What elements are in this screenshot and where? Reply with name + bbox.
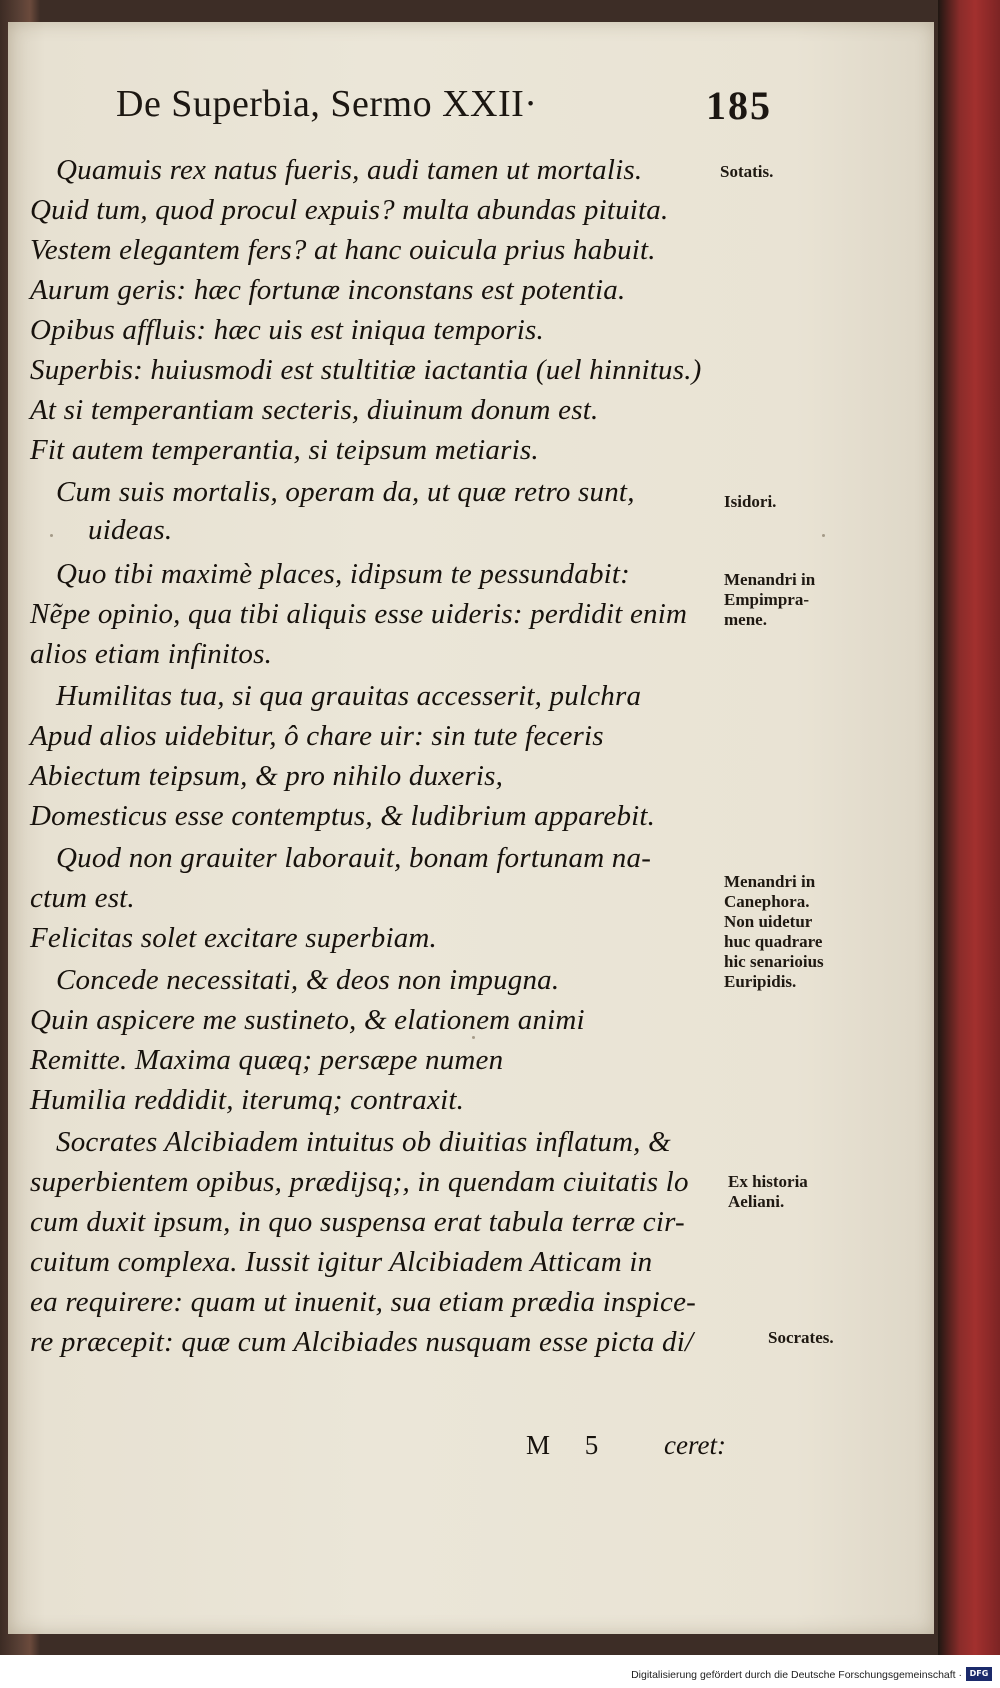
text-line: Superbis: huiusmodi est stultitiæ iactantia (uel hinnitus.) (30, 354, 702, 386)
folio-number: 185 (706, 83, 772, 128)
text-line: Cum suis mortalis, operam da, ut quæ retro sunt, (56, 476, 635, 508)
margin-note-line: huc quadrare (724, 932, 823, 951)
text-line: Humilitas tua, si qua grauitas accesserit, pulchra (56, 680, 642, 712)
dfg-logo: DFG (966, 1667, 992, 1681)
text-line: Nẽpe opinio, qua tibi aliquis esse uideris: perdidit enim (30, 598, 688, 630)
text-line: Aurum geris: hæc fortunæ inconstans est potentia. (30, 274, 626, 306)
text-line: uideas. (88, 514, 173, 546)
margin-note-line: Menandri in (724, 570, 816, 589)
text-line: superbientem opibus, prædijsq;, in quendam ciuitatis lo (30, 1166, 689, 1198)
margin-note-line: Sotatis. (720, 162, 774, 181)
margin-note-line: Aeliani. (728, 1192, 785, 1211)
text-line: ea requirere: quam ut inuenit, sua etiam prædia inspice- (30, 1286, 697, 1318)
text-line: Apud alios uidebitur, ô chare uir: sin tute feceris (30, 720, 604, 752)
text-line: alios etiam infinitos. (30, 638, 273, 670)
text-line: re præcepit: quæ cum Alcibiades nusquam esse picta di/ (30, 1326, 694, 1358)
margin-note-line: mene. (724, 610, 767, 629)
margin-note (768, 1328, 834, 1348)
text-line: Humilia reddidit, iterumq; contraxit. (30, 1084, 465, 1116)
text-line: cuitum complexa. Iussit igitur Alcibiadem Atticam in (30, 1246, 653, 1278)
book-edge (938, 0, 1000, 1655)
paper-speck (822, 534, 825, 537)
text-line: Quod non grauiter laborauit, bonam fortunam na- (56, 842, 652, 874)
text-line: Felicitas solet excitare superbiam. (30, 922, 437, 954)
margin-note-line: Non uidetur (724, 912, 813, 931)
text-line: Opibus affluis: hæc uis est iniqua temporis. (30, 314, 544, 346)
margin-note (724, 872, 824, 992)
text-line: Quin aspicere me sustineto, & elationem animi (30, 1004, 585, 1036)
digitization-credit: Digitalisierung gefördert durch die Deutsche Forschungsgemeinschaft · (631, 1669, 962, 1681)
page-header (116, 82, 772, 142)
text-line: cum duxit ipsum, in quo suspensa erat tabula terræ cir- (30, 1206, 685, 1238)
margin-note (724, 570, 815, 630)
margin-note (720, 162, 773, 182)
margin-note-line: Isidori. (724, 492, 777, 511)
book-page (8, 22, 934, 1634)
paper-speck (472, 1036, 475, 1039)
text-line: Socrates Alcibiadem intuitus ob diuitias inflatum, & (56, 1126, 671, 1158)
signature-mark: M 5 (526, 1430, 613, 1460)
margin-note (724, 492, 776, 512)
margin-note-line: Socrates. (768, 1328, 834, 1347)
text-line: ctum est. (30, 882, 135, 914)
catchword: ceret: (664, 1430, 726, 1460)
margin-note-line: Euripidis. (724, 972, 797, 991)
margin-note-line: Canephora. (724, 892, 810, 911)
text-line: Quid tum, quod procul expuis? multa abundas pituita. (30, 194, 669, 226)
margin-note-line: hic senarioius (724, 952, 824, 971)
margin-note-line: Empimpra- (724, 590, 809, 609)
text-line: Vestem elegantem fers? at hanc ouicula prius habuit. (30, 234, 656, 266)
paper-speck (50, 534, 53, 537)
margin-note (728, 1172, 808, 1212)
text-line: Domesticus esse contemptus, & ludibrium apparebit. (30, 800, 656, 832)
text-line: Quo tibi maximè places, idipsum te pessundabit: (56, 558, 631, 590)
text-line: Quamuis rex natus fueris, audi tamen ut mortalis. (56, 154, 643, 186)
text-line: Remitte. Maxima quæq; persæpe numen (30, 1044, 504, 1076)
text-line: Concede necessitati, & deos non impugna. (56, 964, 560, 996)
text-line: Fit autem temperantia, si teipsum metiaris. (30, 434, 539, 466)
running-title: De Superbia, Sermo XXII· (116, 83, 538, 125)
text-line: At si temperantiam secteris, diuinum donum est. (30, 394, 599, 426)
margin-note-line: Ex historia (728, 1172, 808, 1191)
margin-note-line: Menandri in (724, 872, 816, 891)
text-line: Abiectum teipsum, & pro nihilo duxeris, (30, 760, 504, 792)
